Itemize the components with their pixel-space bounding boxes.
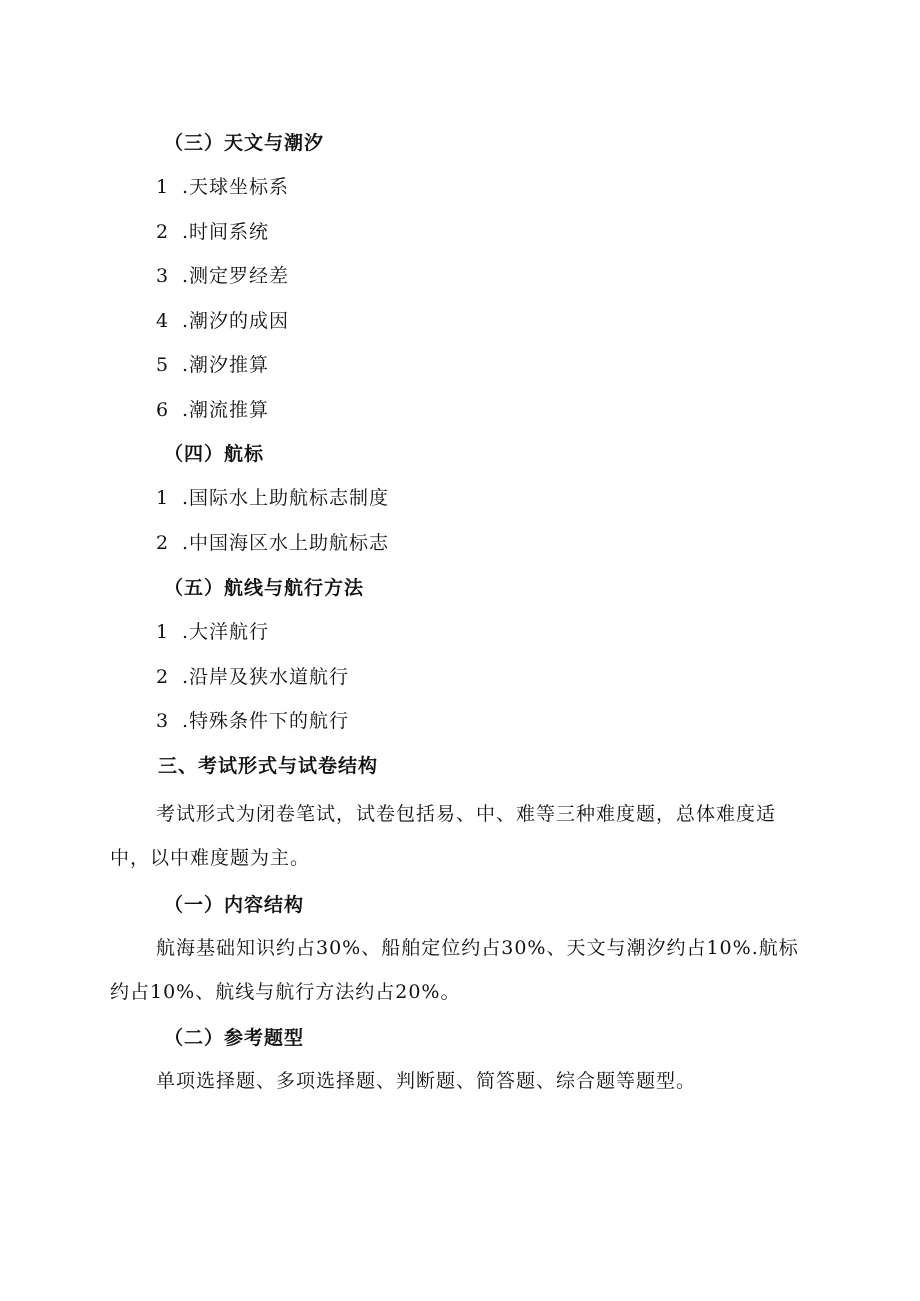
item-text: .时间系统 bbox=[182, 221, 270, 243]
list-item bbox=[156, 709, 349, 733]
section-heading-question-types: （二）参考题型 bbox=[164, 1027, 305, 1049]
list-item bbox=[156, 353, 269, 377]
list-item bbox=[156, 486, 389, 510]
list-item bbox=[156, 665, 349, 689]
item-number: 1 bbox=[156, 487, 170, 509]
list-item bbox=[156, 398, 269, 422]
question-types-paragraph: 单项选择题、多项选择题、判断题、简答题、综合题等题型。 bbox=[156, 1070, 697, 1092]
exam-intro-paragraph: 考试形式为闭卷笔试，试卷包括易、中、难等三种难度题，总体难度适中，以中难度题为主。 bbox=[110, 803, 777, 869]
item-number: 2 bbox=[156, 532, 170, 554]
list-item bbox=[156, 531, 389, 555]
item-number: 3 bbox=[156, 710, 170, 732]
item-text: .国际水上助航标志制度 bbox=[182, 487, 390, 509]
item-number: 1 bbox=[156, 621, 170, 643]
item-text: .中国海区水上助航标志 bbox=[182, 532, 390, 554]
list-item bbox=[156, 620, 269, 644]
section-heading-routes: （五）航线与航行方法 bbox=[164, 577, 365, 599]
list-item bbox=[156, 309, 289, 333]
section-heading-content-structure: （一）内容结构 bbox=[164, 894, 305, 916]
list-item bbox=[156, 264, 289, 288]
item-text: .特殊条件下的航行 bbox=[182, 710, 350, 732]
item-number: 4 bbox=[156, 310, 170, 332]
section-heading-astronomy-tide: （三）天文与潮汐 bbox=[164, 132, 325, 154]
chapter-heading-exam-format: 三、考试形式与试卷结构 bbox=[158, 755, 379, 777]
section-heading-aids-to-navigation: （四）航标 bbox=[164, 443, 265, 465]
item-number: 5 bbox=[156, 354, 170, 376]
item-number: 2 bbox=[156, 221, 170, 243]
item-text: .天球坐标系 bbox=[182, 176, 290, 198]
item-text: .潮汐的成因 bbox=[182, 310, 290, 332]
item-text: .大洋航行 bbox=[182, 621, 270, 643]
item-text: .潮汐推算 bbox=[182, 354, 270, 376]
content-structure-paragraph: 航海基础知识约占30%、船舶定位约占30%、天文与潮汐约占10%.航标约占10%、航线与航行方法约占20%。 bbox=[110, 937, 799, 1003]
list-item bbox=[156, 175, 289, 199]
item-text: .潮流推算 bbox=[182, 399, 270, 421]
item-number: 6 bbox=[156, 399, 170, 421]
item-number: 1 bbox=[156, 176, 170, 198]
item-number: 3 bbox=[156, 265, 170, 287]
list-item bbox=[156, 220, 269, 244]
item-text: .沿岸及狭水道航行 bbox=[182, 666, 350, 688]
item-text: .测定罗经差 bbox=[182, 265, 290, 287]
item-number: 2 bbox=[156, 666, 170, 688]
